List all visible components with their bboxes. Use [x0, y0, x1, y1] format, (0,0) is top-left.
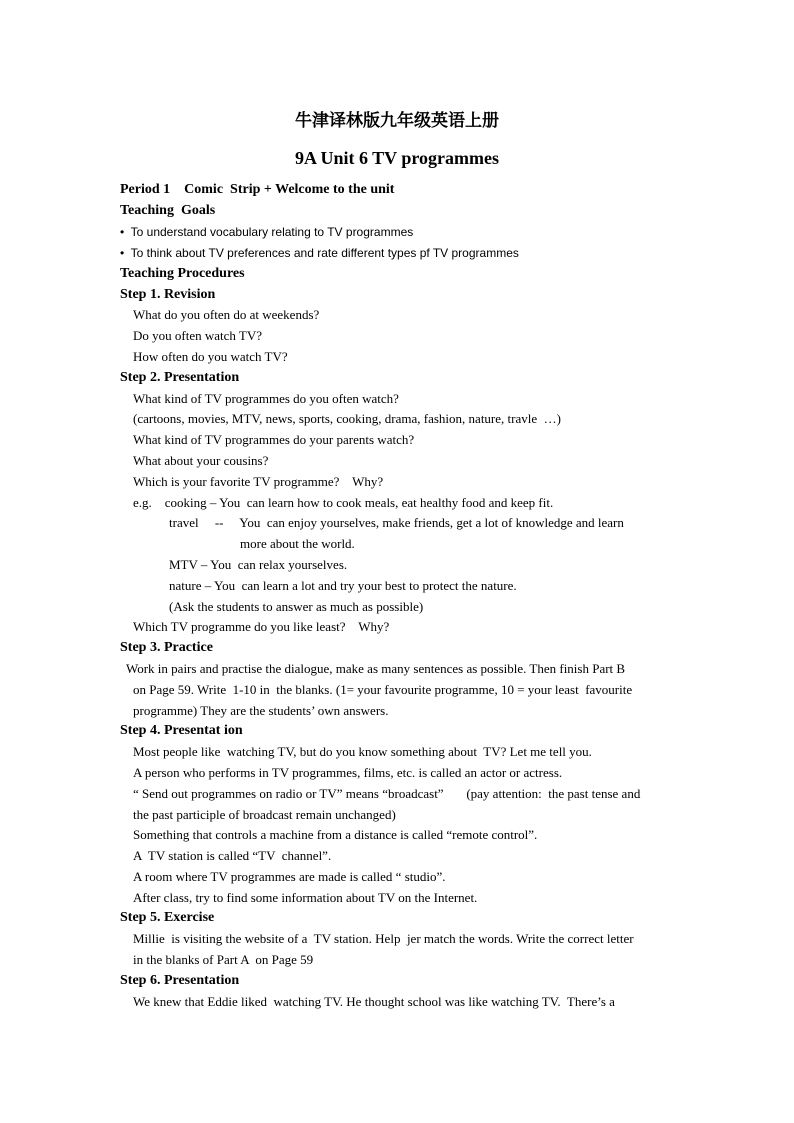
period-heading: Period 1 Comic Strip + Welcome to the unit [120, 182, 395, 197]
text-line: on Page 59. Write 1-10 in the blanks. (1= your favourite programme, 10 = your least favourite [133, 682, 633, 697]
text-line: What kind of TV programmes do your parents watch? [133, 432, 415, 447]
text-line: programme) They are the students’ own answers. [133, 703, 389, 718]
text-line: MTV – You can relax yourselves. [169, 557, 348, 572]
procedures-heading: Teaching Procedures [120, 266, 245, 281]
text-line: e.g. cooking – You can learn how to cook meals, eat healthy food and keep fit. [133, 495, 554, 510]
step-heading: Step 2. Presentation [120, 370, 240, 385]
text-line: We knew that Eddie liked watching TV. He thought school was like watching TV. There’s a [133, 994, 615, 1009]
text-line: A TV station is called “TV channel”. [133, 848, 332, 863]
text-line: What do you often do at weekends? [133, 307, 320, 322]
text-line: “ Send out programmes on radio or TV” means “broadcast” (pay attention: the past tense and [133, 786, 641, 801]
text-line: How often do you watch TV? [133, 349, 288, 364]
text-line: A room where TV programmes are made is called “ studio”. [133, 869, 446, 884]
text-line: Most people like watching TV, but do you know something about TV? Let me tell you. [133, 744, 592, 759]
step-heading: Step 6. Presentation [120, 973, 240, 988]
text-line: Which TV programme do you like least? Why? [133, 619, 390, 634]
text-line: nature – You can learn a lot and try your best to protect the nature. [169, 578, 517, 593]
text-line: (cartoons, movies, MTV, news, sports, cooking, drama, fashion, nature, travle …) [133, 411, 561, 426]
step-heading: Step 1. Revision [120, 287, 216, 302]
step-heading: Step 3. Practice [120, 640, 213, 655]
text-line: Work in pairs and practise the dialogue, make as many sentences as possible. Then finish Part B [126, 661, 626, 676]
goal-item: • To think about TV preferences and rate different types pf TV programmes [120, 246, 519, 260]
text-line: Millie is visiting the website of a TV station. Help jer match the words. Write the correct letter [133, 931, 634, 946]
text-line: A person who performs in TV programmes, films, etc. is called an actor or actress. [133, 765, 563, 780]
text-line: What about your cousins? [133, 453, 269, 468]
document-title-chinese: 牛津译林版九年级英语上册 [295, 111, 499, 131]
step-heading: Step 4. Presentat ion [120, 723, 243, 738]
text-line: (Ask the students to answer as much as possible) [169, 599, 424, 614]
teaching-goals-heading: Teaching Goals [120, 203, 216, 218]
text-line: After class, try to find some information about TV on the Internet. [133, 890, 478, 905]
text-line: Which is your favorite TV programme? Why? [133, 474, 384, 489]
text-line: travel -- You can enjoy yourselves, make friends, get a lot of knowledge and learn [169, 515, 624, 530]
text-line: more about the world. [240, 536, 355, 551]
goal-item: • To understand vocabulary relating to TV programmes [120, 225, 414, 239]
text-line: What kind of TV programmes do you often watch? [133, 391, 399, 406]
text-line: in the blanks of Part A on Page 59 [133, 952, 314, 967]
text-line: the past participle of broadcast remain unchanged) [133, 807, 396, 822]
text-line: Something that controls a machine from a distance is called “remote control”. [133, 827, 538, 842]
unit-title: 9A Unit 6 TV programmes [294, 148, 499, 168]
text-line: Do you often watch TV? [133, 328, 263, 343]
step-heading: Step 5. Exercise [120, 910, 215, 925]
